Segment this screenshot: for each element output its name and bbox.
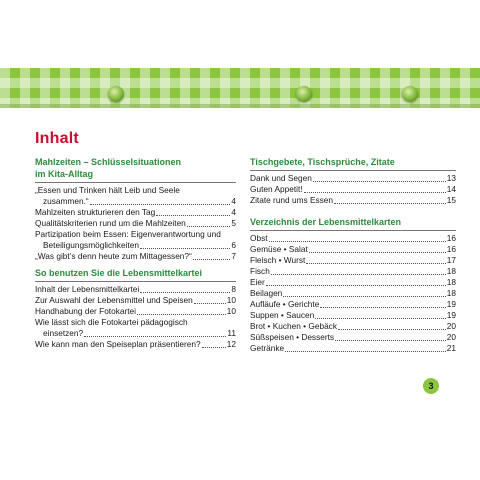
toc-entry-text: zusammen.“ <box>43 196 89 206</box>
toc-page-number: 10 <box>226 295 236 305</box>
toc-entry <box>35 251 236 262</box>
toc-entry-text: Inhalt der Lebensmittelkartei <box>35 284 140 294</box>
toc-entry-text: Wie lässt sich die Fotokartei pädagogisch <box>35 317 188 327</box>
toc-entry-text: „Essen und Trinken hält Leib und Seele <box>35 185 180 195</box>
toc-entry-text: Wie kann man den Speiseplan präsentieren? <box>35 339 201 349</box>
toc-page-number: 7 <box>231 251 236 261</box>
toc-entry <box>250 173 456 184</box>
toc-page-number: 18 <box>446 277 456 287</box>
toc-entry-text: Handhabung der Fotokartei <box>35 306 137 316</box>
section-heading: Mahlzeiten – Schlüsselsituationen <box>35 157 182 167</box>
toc-entry-text: Getränke <box>250 343 285 353</box>
toc-page-number: 20 <box>446 332 456 342</box>
toc-page-number: 8 <box>231 284 236 294</box>
toc-entry <box>35 306 236 317</box>
toc-page-number: 11 <box>227 328 236 338</box>
toc-page-number: 4 <box>231 207 236 217</box>
toc-entry <box>35 240 236 251</box>
toc-entry <box>250 255 456 266</box>
toc-entry-text: einsetzen? <box>43 328 84 338</box>
toc-page-number: 6 <box>231 240 236 250</box>
toc-page-number: 13 <box>446 173 456 183</box>
toc-entry-text: Mahlzeiten strukturieren den Tag <box>35 207 156 217</box>
toc-entry-text: Suppen • Saucen <box>250 310 315 320</box>
toc-entry <box>250 195 456 206</box>
section-heading: Tischgebete, Tischsprüche, Zitate <box>250 157 395 167</box>
toc-entry-text: Fleisch • Wurst <box>250 255 306 265</box>
toc-entry-text: Süßspeisen • Desserts <box>250 332 335 342</box>
toc-entry <box>250 343 456 354</box>
toc-entry <box>250 233 456 244</box>
toc-page-number: 21 <box>446 343 456 353</box>
toc-entry <box>250 244 456 255</box>
toc-entry <box>250 288 456 299</box>
section-heading: im Kita-Alltag <box>35 169 94 179</box>
toc-entry-text: „Was gibt’s denn heute zum Mittagessen?“ <box>35 251 192 261</box>
toc-page-number: 15 <box>446 195 456 205</box>
page-number-badge: 3 <box>423 378 439 394</box>
section-heading: So benutzen Sie die Lebensmittelkartei <box>35 268 203 278</box>
toc-entry <box>35 284 236 295</box>
toc-entry <box>35 295 236 306</box>
button-decoration-icon <box>402 86 418 102</box>
page-title: Inhalt <box>35 130 79 147</box>
toc-entry-text: Dank und Segen <box>250 173 312 183</box>
toc-entry-text: Aufläufe • Gerichte <box>250 299 320 309</box>
toc-entry <box>35 207 236 218</box>
toc-page-number: 10 <box>226 306 236 316</box>
toc-page-number: 4 <box>231 196 236 206</box>
toc-entry <box>250 277 456 288</box>
toc-page-number: 5 <box>231 218 236 228</box>
toc-page-number: 18 <box>446 266 456 276</box>
toc-entry <box>250 332 456 343</box>
toc-page-number: 19 <box>446 299 456 309</box>
toc-page-number: 20 <box>446 321 456 331</box>
toc-entry-text: Beilagen <box>250 288 283 298</box>
gingham-banner <box>0 68 480 108</box>
toc-page-number: 17 <box>446 255 456 265</box>
toc-entry <box>250 310 456 321</box>
toc-page-number: 19 <box>446 310 456 320</box>
button-decoration-icon <box>108 86 124 102</box>
toc-entry-text: Eier <box>250 277 265 287</box>
toc-entry-text: Zitate rund ums Essen <box>250 195 334 205</box>
toc-page-number: 18 <box>446 288 456 298</box>
toc-entry <box>35 218 236 229</box>
toc-entry-text: Qualitätskriterien rund um die Mahlzeiten <box>35 218 186 228</box>
toc-entry-text: Partizipation beim Essen: Eigenverantwortung und <box>35 229 221 239</box>
section-heading: Verzeichnis der Lebensmittelkarten <box>250 217 402 227</box>
toc-entry <box>250 266 456 277</box>
toc-left-column <box>35 156 236 350</box>
toc-entry-text: Guten Appetit! <box>250 184 303 194</box>
button-decoration-icon <box>296 86 312 102</box>
toc-page-number: 12 <box>226 339 236 349</box>
toc-entry <box>35 328 236 339</box>
toc-entry-text: Zur Auswahl der Lebensmittel und Speisen <box>35 295 193 305</box>
banner-shadow <box>0 104 480 108</box>
toc-entry <box>250 321 456 332</box>
toc-entry <box>35 196 236 207</box>
toc-entry <box>35 339 236 350</box>
toc-entry <box>250 299 456 310</box>
toc-entry-text: Brot • Kuchen • Gebäck <box>250 321 337 331</box>
toc-page-number: 16 <box>446 233 456 243</box>
toc-entry-text: Gemüse • Salat <box>250 244 308 254</box>
toc-entry <box>250 184 456 195</box>
toc-entry-text: Fisch <box>250 266 270 276</box>
toc-page-number: 14 <box>446 184 456 194</box>
toc-page-number: 16 <box>446 244 456 254</box>
toc-right-column <box>250 156 456 354</box>
toc-entry-text: Obst <box>250 233 268 243</box>
toc-entry-text: Beteiligungsmöglichkeiten <box>43 240 139 250</box>
